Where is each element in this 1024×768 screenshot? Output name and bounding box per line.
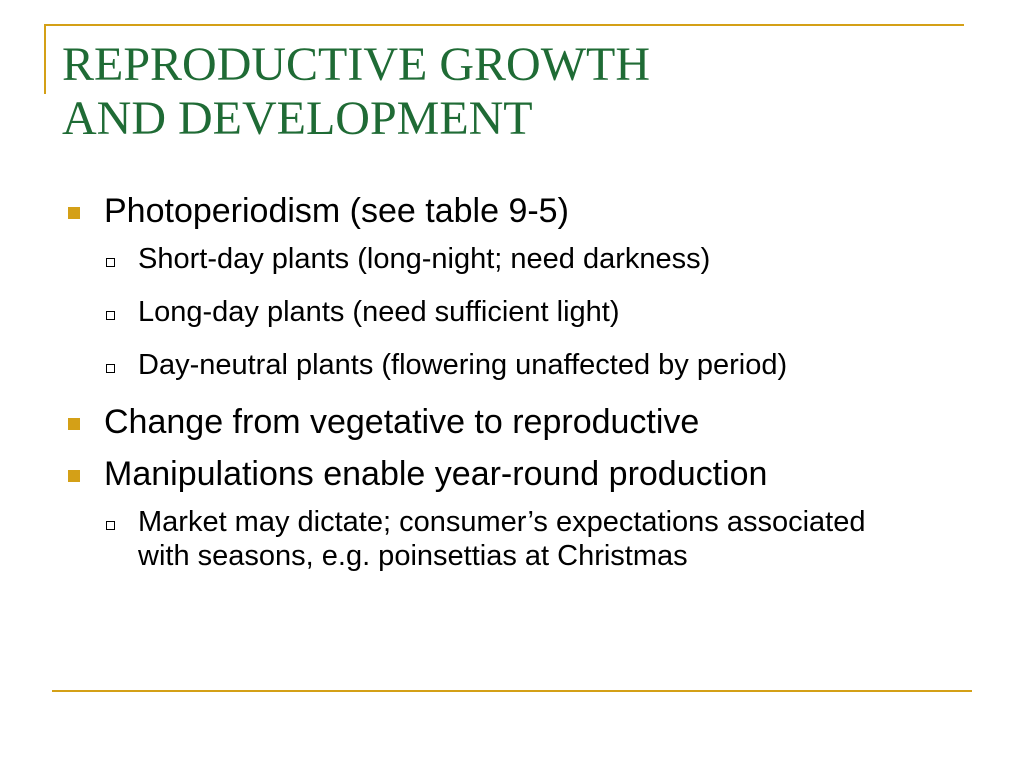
bullet-list xyxy=(60,190,980,573)
sub-bullet-item xyxy=(60,295,980,329)
left-accent-line xyxy=(44,24,46,94)
square-bullet-icon xyxy=(68,470,80,482)
hollow-square-bullet-icon xyxy=(106,311,115,320)
sub-bullet-item xyxy=(60,348,980,382)
bullet-item xyxy=(60,190,980,232)
bullet-text: Photoperiodism (see table 9-5) xyxy=(104,192,569,230)
sub-bullet-text: Market may dictate; consumer’s expectations associated with seasons, e.g. poinsettias at Christmas xyxy=(138,506,866,572)
title-line-1: REPRODUCTIVE GROWTH xyxy=(62,38,650,91)
bullet-text: Manipulations enable year-round production xyxy=(104,455,768,493)
square-bullet-icon xyxy=(68,418,80,430)
sub-bullet-text: Day-neutral plants (flowering unaffected by period) xyxy=(138,349,788,381)
sub-bullet-text: Long-day plants (need sufficient light) xyxy=(138,296,620,328)
sub-bullet-text: Short-day plants (long-night; need darkness) xyxy=(138,243,711,275)
hollow-square-bullet-icon xyxy=(106,258,115,267)
square-bullet-icon xyxy=(68,207,80,219)
slide-title xyxy=(62,38,942,146)
bottom-accent-line xyxy=(52,690,972,692)
sub-bullet-item xyxy=(60,505,898,573)
bullet-item xyxy=(60,453,980,495)
hollow-square-bullet-icon xyxy=(106,521,115,530)
sub-bullet-item xyxy=(60,242,980,276)
top-accent-line xyxy=(44,24,964,26)
hollow-square-bullet-icon xyxy=(106,364,115,373)
title-line-2: AND DEVELOPMENT xyxy=(62,92,533,145)
bullet-text: Change from vegetative to reproductive xyxy=(104,403,700,441)
bullet-item xyxy=(60,401,980,443)
